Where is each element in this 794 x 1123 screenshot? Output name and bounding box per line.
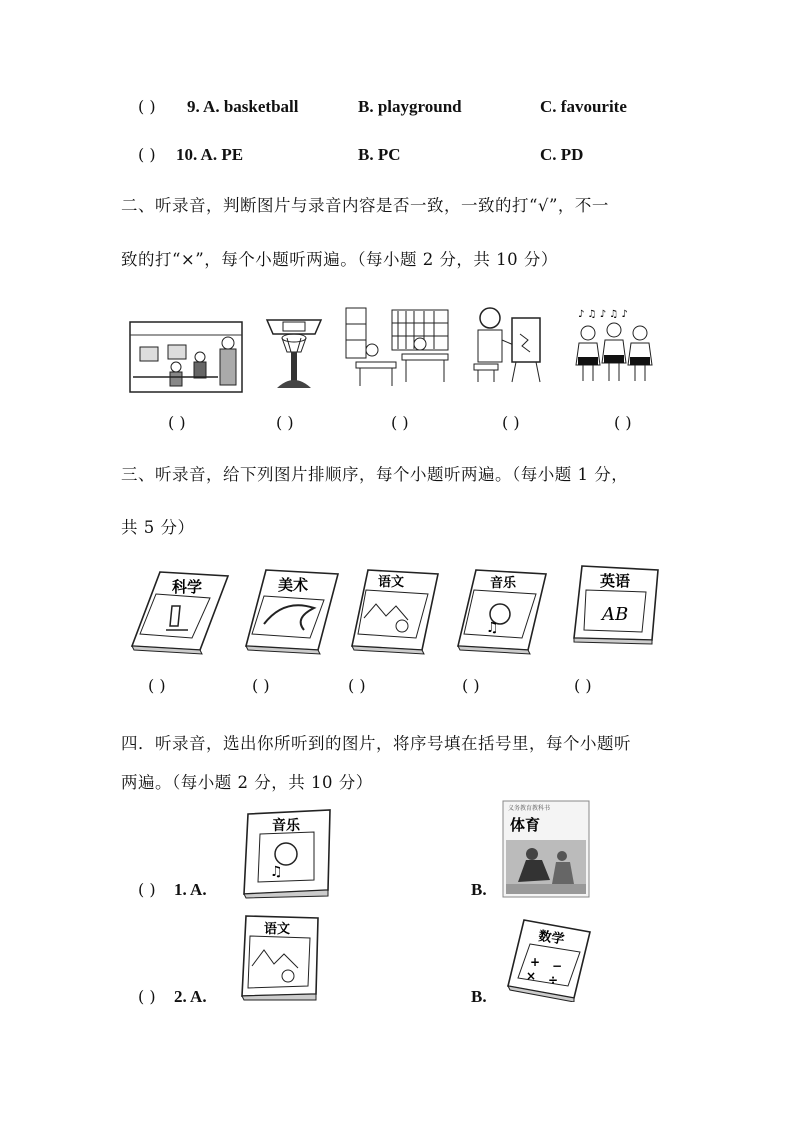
book-title: 音乐 [272, 818, 300, 834]
computer-room-picture [128, 317, 246, 393]
basketball-hoop-picture [257, 314, 331, 392]
singing-girls-picture [574, 303, 656, 385]
item-b-label: B. [471, 880, 487, 899]
music-book [456, 568, 548, 656]
chinese-book [350, 568, 440, 656]
book-title: 语文 [378, 575, 405, 590]
answer-paren[interactable]: ( ) [391, 413, 409, 432]
math-symbol: − [552, 959, 563, 973]
math-symbol: × [526, 969, 537, 983]
book-title: 英语 [600, 572, 631, 590]
answer-paren[interactable]: ( ) [614, 413, 632, 432]
answer-paren[interactable]: ( ) [502, 413, 520, 432]
item-label: 1. A. [174, 880, 207, 899]
svg-text:♪ ♫ ♪ ♫ ♪: ♪ ♫ ♪ ♫ ♪ [578, 309, 628, 320]
book-title: 科学 [172, 578, 203, 596]
pe-book-option[interactable] [502, 800, 590, 898]
option-a: 10. A. PE [176, 145, 244, 164]
section3-heading-line1: 三、听录音，给下列图片排顺序，每个小题听两遍。（每小题 1 分， [121, 465, 629, 484]
english-book [570, 564, 662, 648]
book-title: 音乐 [490, 576, 517, 591]
answer-paren[interactable]: ( ) [252, 676, 270, 695]
option-b: B. playground [358, 97, 462, 116]
book-title: 数学 [537, 929, 566, 948]
option-c: C. favourite [540, 97, 627, 116]
answer-paren[interactable]: ( ) [574, 676, 592, 695]
svg-text:♫: ♫ [486, 620, 499, 636]
book-title: 体育 [510, 816, 541, 834]
answer-paren[interactable]: ( ) [138, 987, 156, 1006]
section4-heading-line1: 四．听录音，选出你所听到的图片，将序号填在括号里，每个小题听 [121, 734, 631, 753]
math-symbol: ÷ [548, 973, 559, 987]
item-b-label: B. [471, 987, 487, 1006]
art-book [244, 568, 340, 656]
svg-text:♫: ♫ [270, 864, 283, 880]
art-painting-picture [470, 304, 546, 384]
answer-paren[interactable]: ( ) [138, 145, 156, 164]
answer-paren[interactable]: ( ) [348, 676, 366, 695]
math-book-option[interactable] [506, 916, 592, 1002]
pe-book-small-text: 义务教育教科书 [508, 805, 551, 812]
section3-heading-line2: 共 5 分） [121, 518, 195, 537]
music-book-option[interactable] [240, 808, 334, 900]
math-symbol: + [530, 955, 541, 969]
answer-paren[interactable]: ( ) [138, 880, 156, 899]
answer-paren[interactable]: ( ) [148, 676, 166, 695]
section4-heading-line2: 两遍。（每小题 2 分，共 10 分） [121, 773, 373, 792]
library-picture [344, 306, 452, 390]
answer-paren[interactable]: ( ) [138, 97, 156, 116]
option-a: 9. A. basketball [187, 97, 299, 116]
chinese-book-option[interactable] [238, 914, 322, 1002]
book-title: 美术 [278, 576, 309, 594]
answer-paren[interactable]: ( ) [276, 413, 294, 432]
option-c: C. PD [540, 145, 584, 164]
book-title: 语文 [264, 922, 291, 937]
section2-heading-line2: 致的打“×”，每个小题听两遍。（每小题 2 分，共 10 分） [121, 250, 558, 269]
svg-text:AB: AB [602, 604, 629, 625]
science-book [130, 568, 230, 656]
option-b: B. PC [358, 145, 401, 164]
answer-paren[interactable]: ( ) [168, 413, 186, 432]
section2-heading-line1: 二、听录音，判断图片与录音内容是否一致，一致的打“√”，不一 [121, 196, 609, 215]
answer-paren[interactable]: ( ) [462, 676, 480, 695]
item-label: 2. A. [174, 987, 207, 1006]
